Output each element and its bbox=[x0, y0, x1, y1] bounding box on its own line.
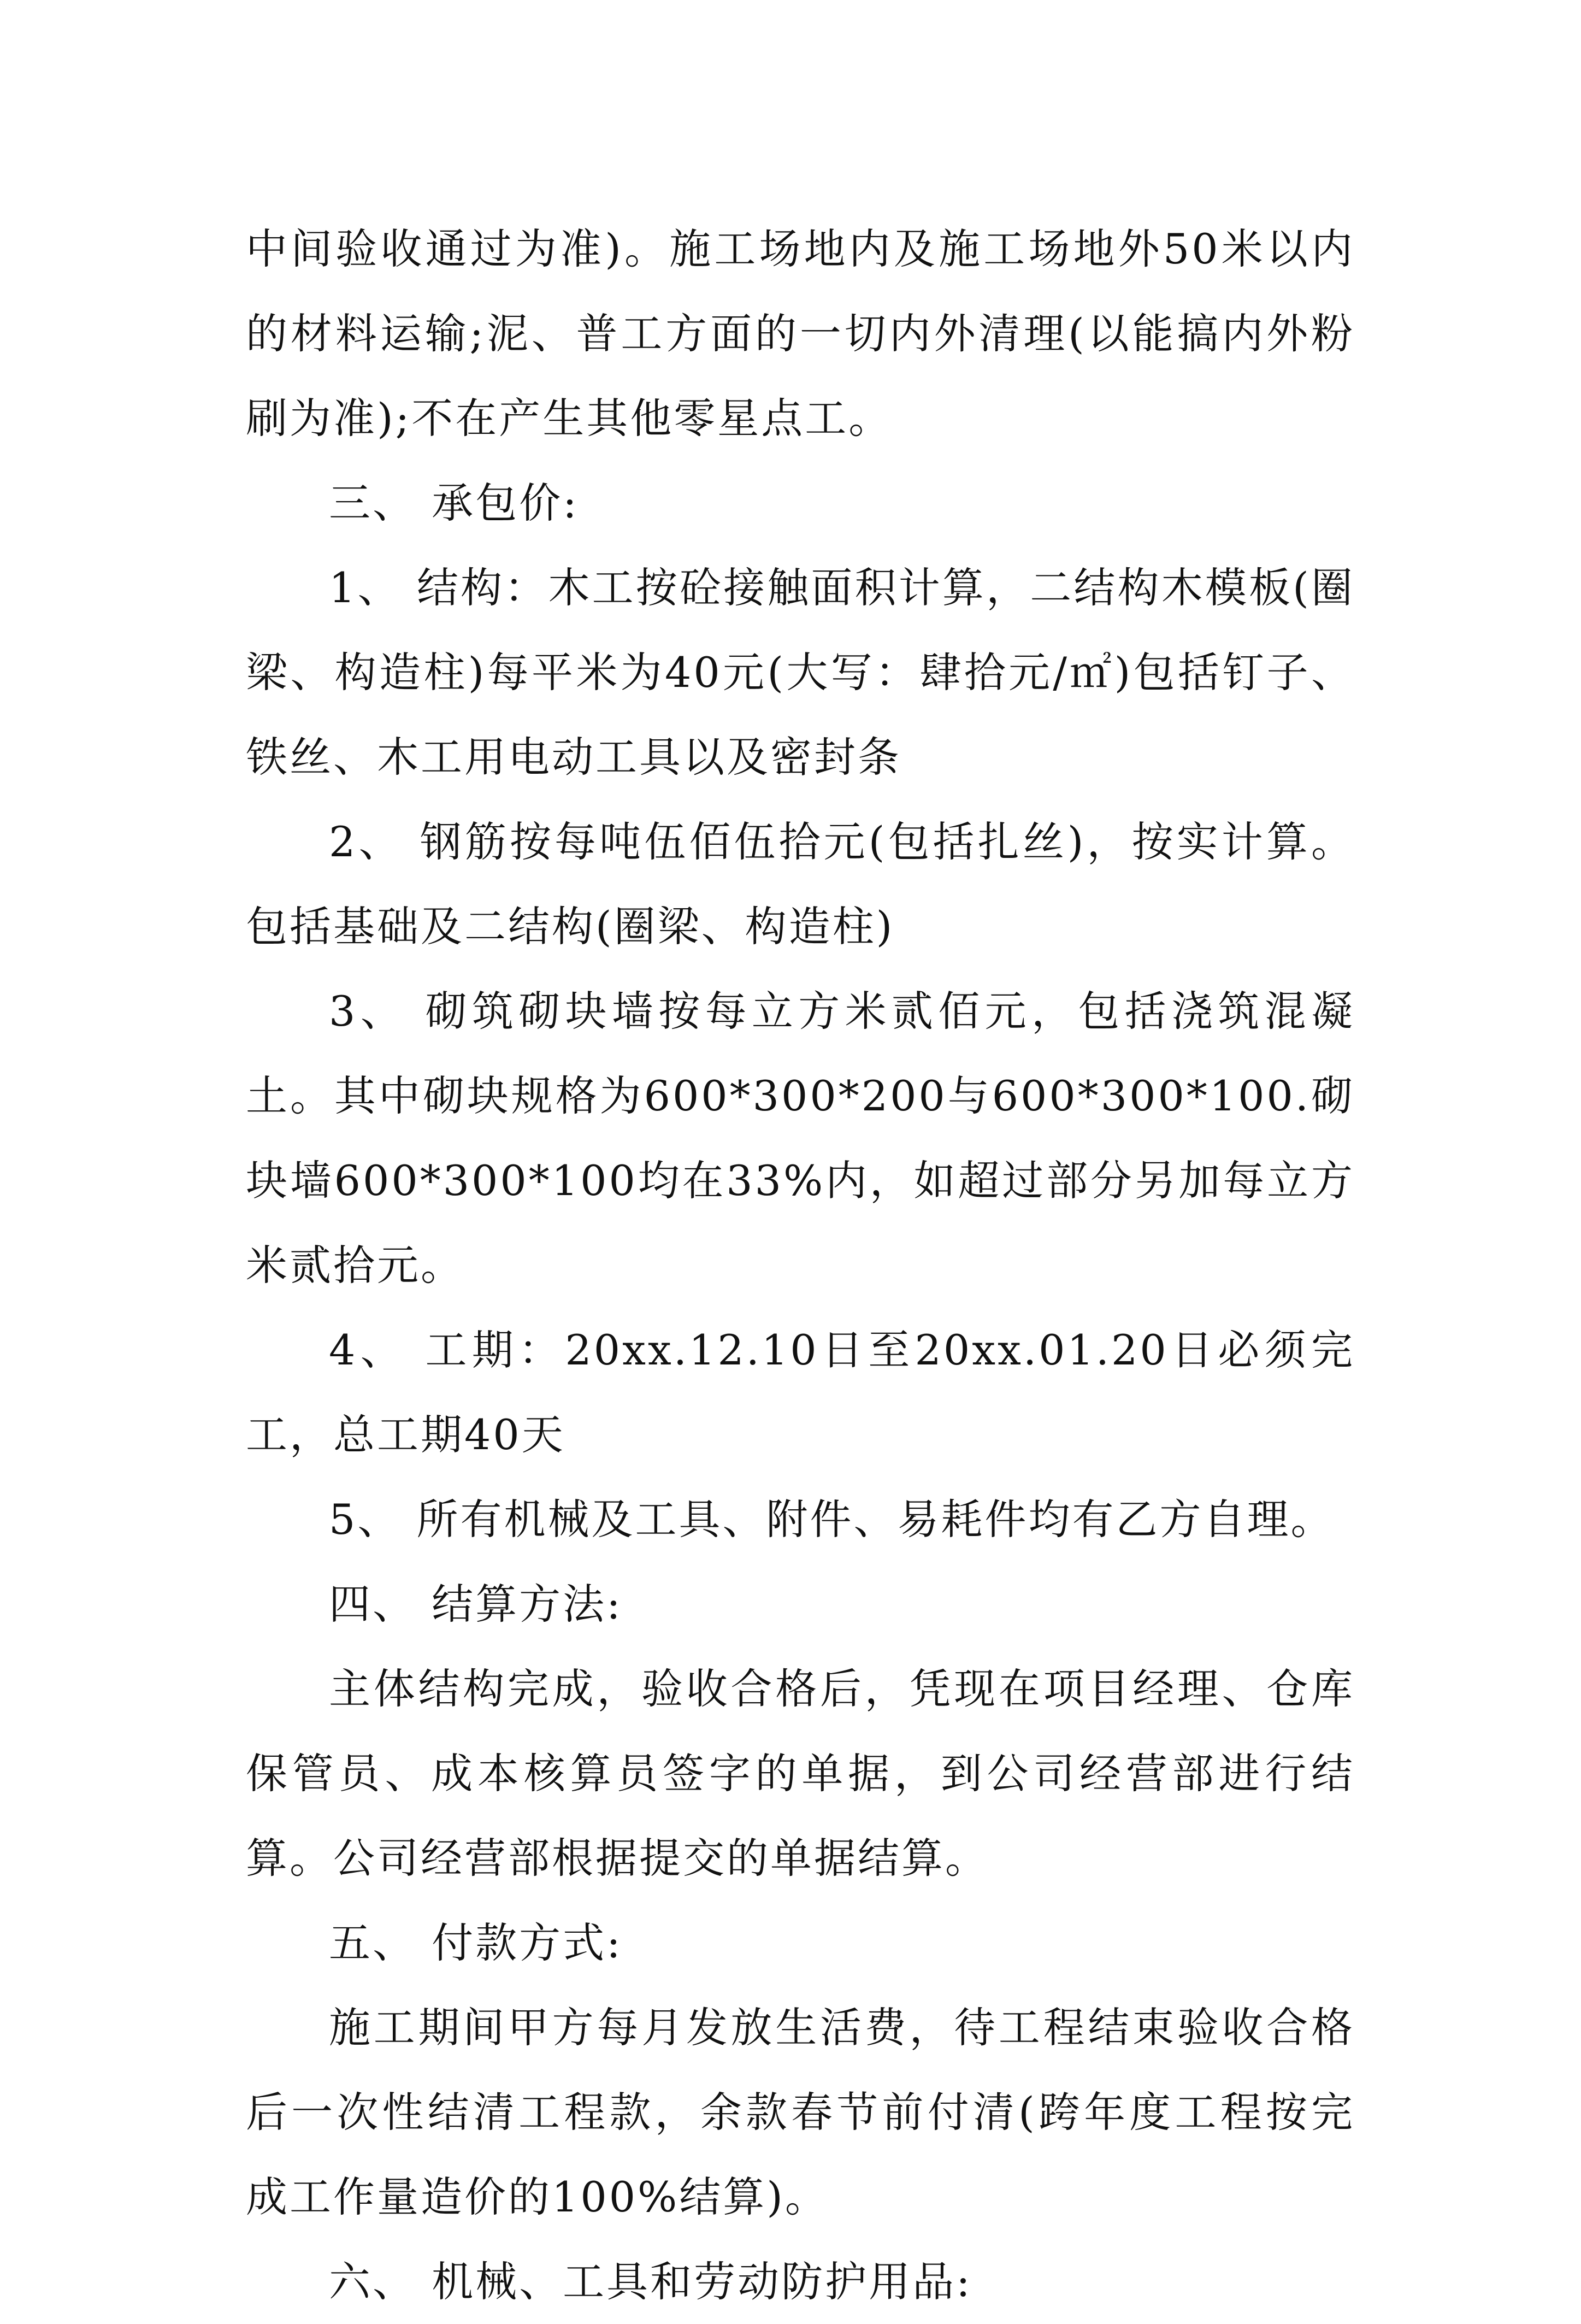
paragraph-machinery-tools: 5、 所有机械及工具、附件、易耗件均有乙方自理。 bbox=[329, 1495, 1335, 1544]
paragraph-payment-details: 施工期间甲方每月发放生活费，待工程结束验收合格后一次性结清工程款，余款春节前付清(跨年度工程按完成工作量造价的100%结算)。 bbox=[246, 2003, 1355, 2221]
heading-equipment-protection: 六、 机械、工具和劳动防护用品: bbox=[329, 2257, 972, 2306]
paragraph-masonry-price: 3、 砌筑砌块墙按每立方米贰佰元，包括浇筑混凝土。其中砌块规格为600*300*200与600*300*100.砌块墙600*300*100均在33%内，如超过部分另加每立方米贰拾元。 bbox=[246, 987, 1355, 1290]
paragraph-structure-price: 1、 结构：木工按砼接触面积计算，二结构木模板(圈梁、构造柱)每平米为40元(大写：肆拾元/㎡)包括钉子、铁丝、木工用电动工具以及密封条 bbox=[246, 563, 1355, 781]
heading-settlement-method: 四、 结算方法: bbox=[329, 1580, 623, 1628]
paragraph-rebar-price: 2、 钢筋按每吨伍佰伍拾元(包括扎丝)，按实计算。包括基础及二结构(圈梁、构造柱) bbox=[246, 817, 1355, 951]
heading-payment-method: 五、 付款方式: bbox=[329, 1919, 623, 1967]
heading-contract-price: 三、 承包价: bbox=[329, 479, 579, 527]
paragraph-construction-period: 4、 工期：20xx.12.10日至20xx.01.20日必须完工，总工期40天 bbox=[246, 1326, 1355, 1459]
paragraph-acceptance-cleanup: 中间验收通过为准)。施工场地内及施工场地外50米以内的材料运输;泥、普工方面的一切内外清理(以能搞内外粉刷为准);不在产生其他零星点工。 bbox=[246, 225, 1355, 443]
paragraph-settlement-details: 主体结构完成，验收合格后，凭现在项目经理、仓库保管员、成本核算员签字的单据，到公司经营部进行结算。公司经营部根据提交的单据结算。 bbox=[246, 1664, 1355, 1882]
document-body bbox=[246, 207, 1355, 2324]
